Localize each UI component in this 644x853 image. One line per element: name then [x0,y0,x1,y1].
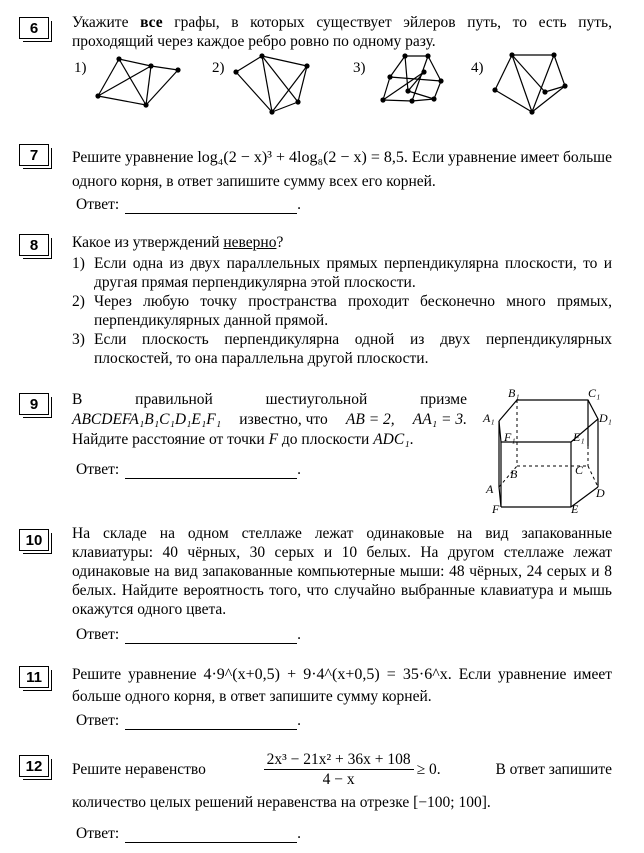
problem-number: 9 [19,393,49,415]
label-A1: A₁ [483,411,495,425]
problem-12-text: Решите неравенство $\frac{\text{2x³ − 21x² + 36x + 108}}{4 - x}$ ≥ 0. В ответ запишите количество целых решений неравенства на отрезке [−100; 100]. [72,751,612,811]
problem-number: 7 [19,144,49,166]
label-B1: B₁ [508,386,520,400]
problem-9-text: В правильной шестиугольной призме ABCDEFA₁B₁C₁D₁E₁F₁ известно, что AB = 2, AA₁ = 3. Найдите расстояние от точки F до плоскости ADC₁. [72,391,467,448]
problem-11-text: Решите уравнение 4·9^(x+0,5) + 9·4^(x+0,5) = 35·6^x. Если уравнение имеет больше одного корня, в ответ запишите сумму корней. [72,666,613,705]
label-C: C [575,463,584,477]
problem-number: 11 [19,666,49,688]
problem-10-text: На складе на одном стеллаже лежат одинаковые на вид запакованные клавиатуры: 40 чёрных, 30 серых и 10 белых. На другом стеллаже лежат одинаковые на вид запакованные компьютерные мыши: 48 чёрных, 24 серых и 8 белых. Найдите вероятность того, что случайно выбранные клавиатура и мышь окажутся одного цвета. [72,525,612,618]
graph-4 [490,50,570,118]
label-E1: E₁ [573,430,585,444]
graph-3 [378,52,446,107]
graph-1-label: 1) [74,60,87,76]
problem-number: 6 [19,17,49,39]
equation: log₄(2 − x)³ + 4log₈(2 − x) = 8,5. [197,149,408,166]
statement-item: 3) Если плоскость перпендикулярна одной из двух перпендикулярных плоскостей, то она параллельна другой плоскости. [72,331,612,367]
graph-2 [232,52,312,118]
problem-6-text: Укажите все графы, в которых существует эйлеров путь, то есть путь, проходящий через каждое ребро ровно по одному разу. [72,14,613,50]
answer-field[interactable]: Ответ: . [76,461,302,478]
label-F1: F₁ [504,430,516,444]
graph-2-label: 2) [212,60,225,76]
answer-field[interactable]: Ответ: . [76,825,302,842]
fraction: $\frac{\text{2x³ − 21x² + 36x + 108}}{4 - x}$ [264,750,414,789]
problem-number: 12 [19,755,49,777]
question: Какое из утверждений неверно? [72,234,284,251]
graph-3-label: 3) [353,60,366,76]
statement-item: 1) Если одна из двух параллельных прямых перпендикулярна плоскости, то и другая прямая перпендикулярна этой плоскости. [72,255,612,291]
label-B: B [510,467,518,481]
statement-item: 2) Через любую точку пространства проходит бесконечно много прямых, перпендикулярных данной прямой. [72,293,612,329]
answer-field[interactable]: Ответ: . [76,196,302,213]
equation: 4·9^(x+0,5) + 9·4^(x+0,5) = 35·6^x. [203,666,452,683]
graph-1 [94,54,189,110]
hexagonal-prism-figure [482,386,617,514]
label-A: A [486,482,494,496]
label-C1: C₁ [588,386,601,400]
statement-list [72,254,612,368]
problem-7-text: Решите уравнение log₄(2 − x)³ + 4log₈(2 − x) = 8,5. Если уравнение имеет больше одного корня, в ответ запишите сумму всех его корней. [72,149,612,190]
graph-4-label: 4) [471,60,484,76]
answer-field[interactable]: Ответ: . [76,626,302,643]
answer-field[interactable]: Ответ: . [76,712,302,729]
problem-number: 8 [19,234,49,256]
problem-8-text [72,233,612,368]
label-D: D [596,486,605,500]
label-E: E [571,502,579,514]
problem-number: 10 [19,529,49,551]
label-F: F [492,502,500,514]
label-D1: D₁ [599,411,612,425]
